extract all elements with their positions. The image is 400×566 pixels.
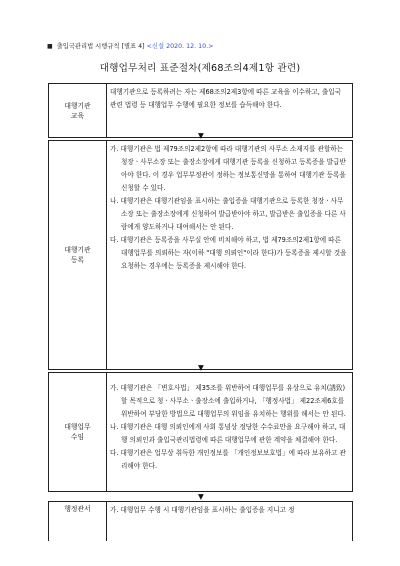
paragraph: 대행기관으로 등록하려는 자는 제68조의2제3항에 따른 교육을 이수하고, 출입국 관련 법령 등 대행업무 수행에 필요한 정보를 습득해야 한다. — [110, 88, 342, 109]
square-bullet-icon: ■ — [47, 43, 53, 50]
list-item: 다. 대행기관은 업무상 취득한 개인정보를 「개인정보보호법」에 따라 보유하고 관리해야 한다. — [110, 449, 346, 470]
law-reference: 출입국관리법 시행규칙 [별표 4] — [56, 43, 145, 50]
section-task-acceptance — [48, 372, 353, 492]
section-label: 대행기관 교육 — [49, 84, 107, 137]
section-label: 행정관서 — [49, 502, 107, 541]
flow-arrow-down-icon: ▼ — [198, 131, 204, 140]
list-item: 가. 대행기관은 법 제79조의2제2항에 따라 대행기관의 사무소 소재지를 관할하는 청장ㆍ사무소장 또는 출장소장에게 대행기관 등록을 신청하고 등록증을 발급받아야 한다. 이 경우 업무부정관이 정하는 정보통신망을 통하여 대행기관 등록을 신청할 수 있다. — [110, 145, 346, 192]
section-agency-education — [48, 83, 353, 138]
section-content — [107, 373, 352, 491]
flow-arrow-down-icon: ▼ — [198, 363, 204, 372]
section-label: 대행업무 수임 — [49, 373, 107, 491]
section-content — [107, 84, 352, 137]
section-agency-registration — [48, 140, 353, 370]
section-content — [107, 141, 352, 369]
document-header — [47, 41, 213, 50]
list-item: 다. 대행기관은 등록증을 사무실 안에 비치해야 하고, 법 제79조의2제1항에 따른 대행업무를 의뢰하는 자(이하 "대행 의뢰인"이라 한다)가 등록증을 제시할 것을 요청하는 경우에는 등록증을 제시해야 한다. — [110, 236, 347, 270]
revision-note: <신설 2020. 12. 10.> — [146, 43, 214, 50]
section-content — [107, 502, 352, 541]
list-item: 나. 대행기관은 대행 의뢰인에게 사회 통념상 정당한 수수료만을 요구해야 하고, 대행 의뢰인과 출입국관리법령에 따른 대행업무에 관한 계약을 체결해야 한다. — [110, 423, 346, 444]
section-label: 대행기관 등록 — [49, 141, 107, 369]
document-title: 대행업무처리 표준절차(제68조의4제1항 관련) — [99, 63, 301, 74]
list-item: 나. 대행기관은 대행기관임을 표시하는 출입증을 대행기관으로 등록한 청장ㆍ사무소장 또는 출장소장에게 신청하여 발급받아야 하고, 발급받은 출입증을 다른 사람에게 양도하거나 대여해서는 안 된다. — [110, 197, 346, 231]
list-item: 가. 대행기관은 「변호사법」 제35조를 위반하여 대행업무를 유상으로 유치(誘致)할 목적으로 청ㆍ사무소ㆍ출장소에 출입하거나, 「행정사법」 제22조제6호를 위반하여 부당한 방법으로 대행업무의 위임을 유치하는 행위를 해서는 안 된다. — [110, 384, 346, 418]
flow-arrow-down-icon: ▼ — [198, 492, 204, 501]
section-administrative-office — [48, 501, 353, 541]
list-item: 가. 대행업무 수행 시 대행기관임을 표시하는 출입증을 지니고 정 — [110, 506, 295, 514]
